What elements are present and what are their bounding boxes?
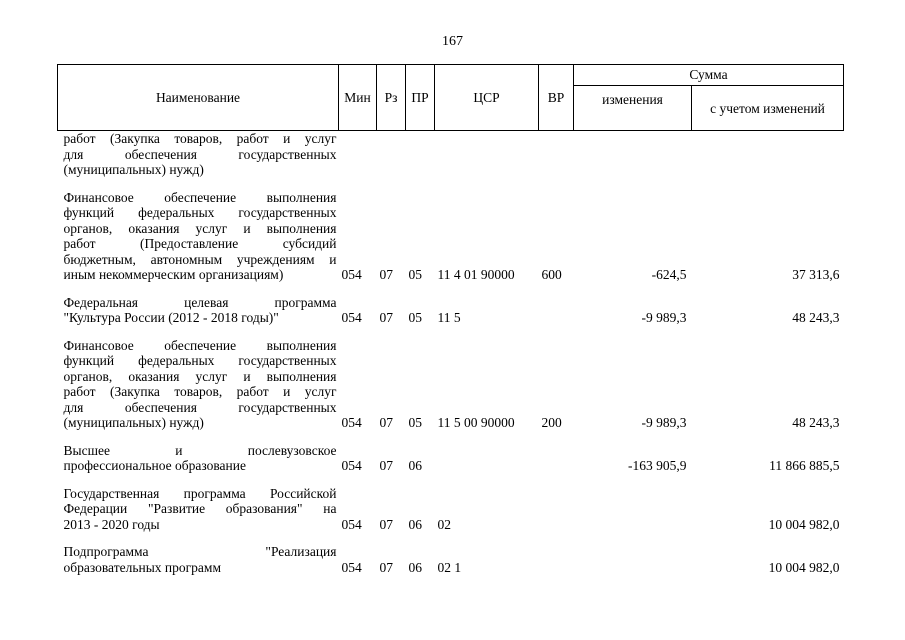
row-spacer-cell — [58, 532, 844, 544]
row-change-amount: -9 989,3 — [641, 415, 687, 430]
row-name-line: работ (Закупка товаров, работ и услуг — [63, 131, 337, 146]
row-pr-code: 06 — [408, 516, 422, 532]
row-change-amount — [574, 131, 692, 178]
row-csr-code: 11 5 — [437, 310, 461, 325]
row-spacer — [58, 431, 844, 443]
row-csr-code: 11 5 00 90000 — [437, 415, 515, 430]
budget-table — [57, 64, 844, 575]
row-name-line: Подпрограмма "Реализация — [63, 544, 337, 559]
row-spacer-cell — [58, 283, 844, 295]
row-rz-code: 07 — [379, 559, 393, 575]
row-name-line: Финансовое обеспечение выполнения — [63, 337, 337, 353]
row-spacer — [58, 283, 844, 295]
row-name-line: 2013 - 2020 годы — [63, 516, 160, 532]
row-csr-code — [435, 443, 539, 474]
row-name-line: функций федеральных государственных — [63, 205, 337, 220]
row-vr-code: 600 — [541, 267, 562, 282]
row-name-line: (муниципальных) нужд) — [63, 162, 204, 177]
row-change-amount: -9 989,3 — [641, 310, 687, 325]
table-row — [58, 295, 844, 326]
table-row — [58, 190, 844, 283]
row-rz-code: 07 — [379, 267, 393, 282]
row-csr-code: 02 1 — [437, 559, 462, 575]
header-min: Мин — [339, 65, 377, 131]
row-spacer-cell — [58, 326, 844, 338]
table-row — [58, 544, 844, 575]
table-row — [58, 443, 844, 474]
row-pr-code: 05 — [408, 310, 422, 325]
row-rz-code: 07 — [379, 458, 393, 473]
table-row — [58, 486, 844, 533]
header-pr: ПР — [406, 65, 435, 131]
row-total-amount: 10 004 982,0 — [768, 559, 840, 575]
row-name-line: иным некоммерческим организациям) — [63, 267, 284, 282]
row-name — [58, 131, 339, 178]
row-name-line: Федеральная целевая программа — [63, 294, 337, 310]
page-number: 167 — [442, 34, 463, 49]
row-rz-code: 07 — [379, 310, 393, 325]
row-name-line: Финансовое обеспечение выполнения — [63, 189, 337, 205]
header-change: изменения — [574, 86, 692, 131]
row-vr-code — [539, 544, 574, 575]
row-pr-code: 05 — [408, 415, 422, 430]
row-rz-code — [377, 131, 406, 178]
table-row — [58, 338, 844, 431]
row-csr-code: 02 — [437, 516, 451, 532]
row-name-line: (муниципальных) нужд) — [63, 415, 204, 430]
row-change-amount: -163 905,9 — [628, 458, 687, 473]
row-spacer — [58, 532, 844, 544]
row-csr-code: 11 4 01 90000 — [437, 267, 515, 282]
row-vr-code — [539, 486, 574, 533]
row-name-line: образовательных программ — [63, 559, 221, 575]
row-name-line: Высшее и послевузовское — [63, 442, 337, 458]
row-spacer — [58, 474, 844, 486]
row-name — [58, 486, 339, 533]
row-min-code: 054 — [341, 458, 362, 473]
row-name — [58, 190, 339, 283]
row-name-line: бюджетным, автономным учреждениям и — [63, 251, 337, 267]
header-name: Наименование — [58, 65, 339, 131]
row-vr-code — [539, 443, 574, 474]
row-change-amount — [574, 544, 692, 575]
row-spacer-cell — [58, 431, 844, 443]
row-total-amount: 11 866 885,5 — [769, 458, 840, 473]
row-change-amount — [574, 486, 692, 533]
row-vr-code — [539, 131, 574, 178]
row-rz-code: 07 — [379, 516, 393, 532]
header-total: с учетом изменений — [692, 86, 844, 131]
row-name-line: органов, оказания услуг и выполнения — [63, 220, 337, 236]
row-vr-code — [539, 295, 574, 326]
row-vr-code: 200 — [541, 415, 562, 430]
header-csr: ЦСР — [435, 65, 539, 131]
table-header — [58, 65, 844, 131]
row-change-amount: -624,5 — [651, 267, 687, 282]
header-vr: ВР — [539, 65, 574, 131]
row-name-line: Государственная программа Российской — [63, 485, 337, 501]
row-total-amount — [692, 131, 844, 178]
row-spacer — [58, 178, 844, 190]
row-name-line: для обеспечения государственных — [63, 399, 337, 415]
row-total-amount: 10 004 982,0 — [768, 516, 840, 532]
row-name-line: Федерации "Развитие образования" на — [63, 501, 337, 516]
row-min-code — [339, 131, 377, 178]
row-name-line: работ (Закупка товаров, работ и услуг — [63, 384, 337, 399]
row-pr-code: 05 — [408, 267, 422, 282]
row-name-line: для обеспечения государственных — [63, 146, 337, 162]
row-total-amount: 48 243,3 — [792, 310, 840, 325]
row-name-line: "Культура России (2012 - 2018 годы)" — [63, 310, 279, 325]
header-sum: Сумма — [574, 65, 844, 86]
row-name-line: работ (Предоставление субсидий — [63, 236, 337, 251]
table-row — [58, 131, 844, 178]
row-name-line: органов, оказания услуг и выполнения — [63, 368, 337, 384]
row-name-line: профессиональное образование — [63, 458, 246, 473]
row-spacer-cell — [58, 474, 844, 486]
row-name — [58, 338, 339, 431]
row-min-code: 054 — [341, 415, 362, 430]
row-spacer-cell — [58, 178, 844, 190]
row-pr-code: 06 — [408, 458, 422, 473]
header-rz: Рз — [377, 65, 406, 131]
row-min-code: 054 — [341, 267, 362, 282]
row-min-code: 054 — [341, 516, 362, 532]
row-total-amount: 37 313,6 — [792, 267, 840, 282]
row-min-code: 054 — [341, 310, 362, 325]
row-pr-code — [406, 131, 435, 178]
row-name — [58, 443, 339, 474]
row-rz-code: 07 — [379, 415, 393, 430]
row-pr-code: 06 — [408, 559, 422, 575]
row-name — [58, 295, 339, 326]
row-spacer — [58, 326, 844, 338]
row-name-line: функций федеральных государственных — [63, 353, 337, 368]
row-total-amount: 48 243,3 — [792, 415, 840, 430]
table-body — [58, 131, 844, 576]
row-min-code: 054 — [341, 559, 362, 575]
row-name — [58, 544, 339, 575]
row-csr-code — [435, 131, 539, 178]
